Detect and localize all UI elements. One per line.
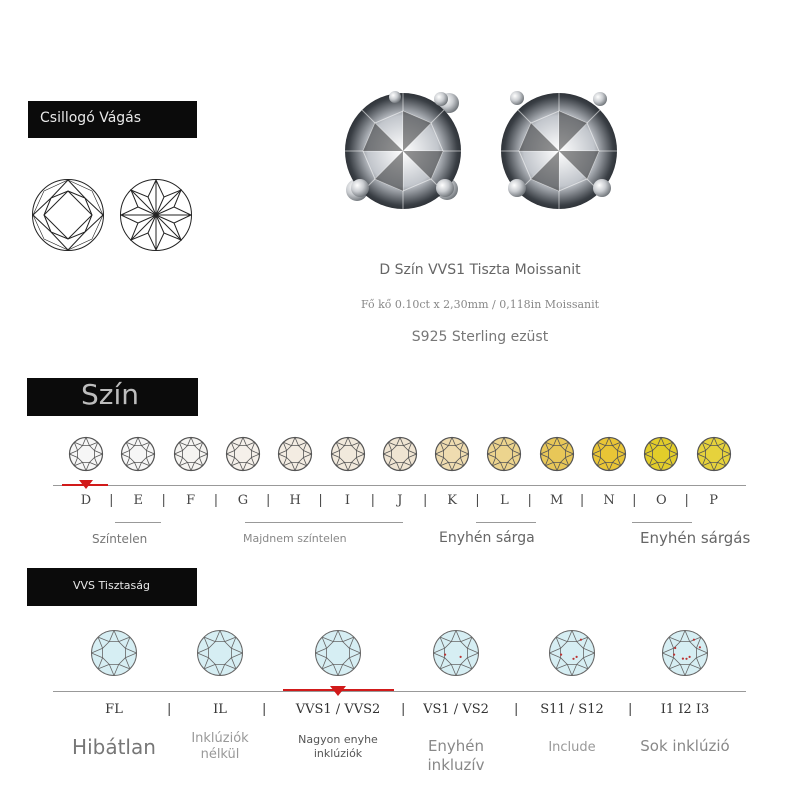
color-gem-M [539,436,575,476]
clarity-grade-separator: | [401,702,406,717]
clarity-desc-5: Sok inklúzió [640,737,730,755]
near-colorless-bracket [245,522,403,523]
color-grade-separator: | [684,493,689,508]
product-title: D Szín VVS1 Tiszta Moissanit [379,262,581,278]
color-grade-M: M [550,493,564,508]
color-grade-separator: | [266,493,271,508]
clarity-grade-separator: | [262,702,267,717]
faint-yellow-bracket [476,522,536,523]
color-group-near-colorless: Majdnem színtelen [243,532,347,545]
clarity-grade-0: FL [105,702,123,717]
clarity-gem-2 [314,629,362,681]
clarity-gem-1 [196,629,244,681]
clarity-selected-marker [330,686,346,696]
clarity-grade-3: VS1 / VS2 [423,702,489,717]
color-group-faint-yellow: Enyhén sárga [439,530,535,546]
cut-label-text: Csillogó Vágás [40,110,142,126]
color-gem-E [120,436,156,476]
clarity-gem-0 [90,629,138,681]
color-gem-I [330,436,366,476]
color-grade-separator: | [579,493,585,508]
light-yellow-bracket [632,522,692,523]
clarity-grade-4: S11 / S12 [540,702,604,717]
clarity-gem-3 [432,629,480,681]
clarity-desc-3: Enyhén inkluzív [427,737,485,774]
color-grade-I: I [344,493,351,508]
color-grade-separator: | [527,493,532,508]
left-earring [345,91,461,209]
clarity-label [27,568,197,606]
color-grade-E: E [133,493,144,508]
clarity-gem-5 [661,629,709,681]
color-label-text: Szín [81,378,139,411]
color-grade-G: G [237,493,249,508]
color-label [27,378,198,416]
color-gem-J [382,436,418,476]
color-grade-F: F [186,493,196,508]
right-earring [501,91,617,209]
clarity-grade-1: IL [213,702,227,717]
clarity-label-text: VVS Tisztaság [73,579,150,592]
product-material: S925 Sterling ezüst [411,329,549,345]
clarity-grade-separator: | [514,702,519,717]
color-grade-separator: | [422,493,428,508]
color-grade-separator: | [213,493,219,508]
color-gem-G [225,436,261,476]
color-grade-separator: | [161,493,166,508]
clarity-desc-2: Nagyon enyhe inklúziók [298,733,378,760]
color-grade-D: D [80,493,92,508]
color-grade-separator: | [370,493,376,508]
color-gem-L [486,436,522,476]
color-grade-separator: | [475,493,480,508]
color-gem-K [434,436,470,476]
color-grade-H: H [289,493,301,508]
clarity-desc-0: Hibátlan [72,735,156,759]
color-grade-separator: | [632,493,637,508]
clarity-desc-4: Include [548,740,596,755]
clarity-grade-2: VVS1 / VVS2 [295,702,381,717]
color-gem-N [591,436,627,476]
color-group-light-yellow: Enyhén sárgás [640,529,751,547]
clarity-grade-separator: | [167,702,172,717]
clarity-grade-separator: | [628,702,633,717]
color-group-colorless: Színtelen [92,532,148,546]
color-grade-K: K [447,493,457,508]
clarity-gem-4 [548,629,596,681]
color-grade-P: P [709,493,718,508]
color-grade-N: N [603,493,615,508]
round-cut-bottom-icon [118,177,194,253]
clarity-grade-5: I1 I2 I3 [660,702,710,717]
color-gem-O [643,436,679,476]
color-grade-L: L [500,493,509,508]
color-gem-D [68,436,104,476]
color-grade-separator: | [109,493,114,508]
colorless-bracket [115,522,161,523]
color-grade-J: J [397,493,403,508]
color-grade-O: O [655,493,667,508]
round-cut-top-icon [30,177,106,253]
color-gem-F [173,436,209,476]
color-gem-H [277,436,313,476]
color-selected-marker [79,480,93,489]
color-scale-line [53,485,746,486]
color-grade-separator: | [318,493,323,508]
color-gem-P [696,436,732,476]
earring-product-image [325,85,635,225]
cut-label [28,101,197,138]
clarity-desc-1: Inklúziók nélkül [191,731,249,763]
product-stone-spec: Fő kő 0.10ct x 2,30mm / 0,118in Moissanit [360,298,600,311]
clarity-scale-line [53,691,746,692]
